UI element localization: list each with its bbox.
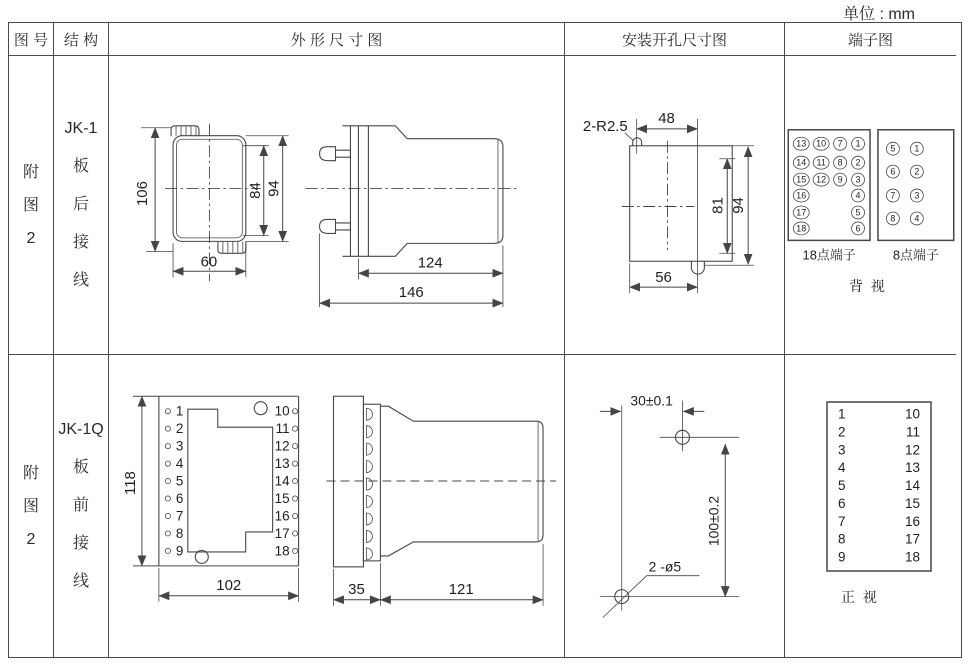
dim-124: 124 — [417, 254, 443, 272]
terminal-number: 12 — [274, 438, 290, 454]
row2-mounting-cell — [565, 355, 785, 657]
terminal-number: 18 — [904, 549, 920, 565]
unit-label: 单位 : mm — [843, 6, 915, 23]
terminal-number: 15 — [274, 491, 290, 507]
structure-model: JK-1Q — [58, 421, 104, 438]
terminal-number: 16 — [796, 190, 807, 201]
terminal-number: 10 — [904, 406, 920, 422]
relay-side-view — [306, 126, 520, 307]
dim-94: 94 — [265, 180, 283, 197]
terminal-number: 13 — [274, 456, 290, 472]
terminal-number: 2 — [855, 157, 861, 168]
terminal-number: 13 — [904, 460, 920, 476]
terminal-number: 7 — [837, 138, 843, 149]
dim-35: 35 — [348, 580, 365, 598]
terminal-number: 17 — [904, 531, 920, 547]
terminal-number: 13 — [796, 138, 807, 149]
terminal-number: 9 — [837, 174, 843, 185]
terminal-number: 18 — [274, 543, 290, 559]
terminal-number: 4 — [838, 460, 846, 476]
terminal-number: 8 — [837, 157, 843, 168]
dim-146: 146 — [398, 284, 424, 302]
row1-terminal-cell — [785, 56, 956, 355]
terminal-number: 11 — [905, 424, 920, 440]
fig-char: 图 — [22, 497, 39, 515]
dim-94: 94 — [730, 197, 748, 214]
row1-terminal-drawing — [785, 56, 956, 354]
fig-char: 2 — [26, 530, 36, 548]
terminal-number: 7 — [175, 508, 184, 524]
terminal-number: 3 — [855, 174, 861, 185]
row2-outline-drawing — [109, 355, 564, 657]
holes-label: 2 -ø5 — [648, 558, 682, 575]
terminal-number: 5 — [855, 207, 861, 218]
structure-model: JK-1 — [64, 120, 98, 137]
terminal-number: 6 — [855, 223, 861, 234]
terminal-number: 8 — [838, 531, 846, 547]
row2-fig-no — [9, 355, 54, 657]
terminal-number: 2 — [175, 421, 184, 437]
dim-60: 60 — [200, 253, 218, 271]
terminal-number: 12 — [904, 442, 920, 458]
front-terminals-left — [165, 404, 184, 559]
relay-front-view — [134, 124, 289, 281]
screw-terminal-bottom — [320, 219, 351, 233]
row1-outline-drawing — [109, 56, 564, 354]
terminal-number: 11 — [275, 421, 290, 437]
terminal-number: 4 — [175, 456, 184, 472]
panel-front-view — [122, 396, 299, 602]
dim-30: 30±0.1 — [630, 392, 673, 409]
terminal-number: 16 — [274, 508, 290, 524]
terminal-grid-18pt — [793, 137, 864, 235]
row2-mounting-drawing — [565, 355, 784, 657]
header-structure: 结 构 — [54, 23, 109, 56]
view-label-rear: 背 视 — [849, 278, 887, 295]
row1-mounting-cell — [565, 56, 785, 355]
row1-structure — [54, 56, 109, 355]
screw-terminal-top — [320, 147, 351, 161]
terminal-number: 7 — [890, 190, 896, 201]
terminal-number: 3 — [914, 190, 920, 201]
terminal-list-right — [905, 407, 921, 565]
terminal-number: 10 — [816, 138, 827, 149]
terminal-number: 9 — [175, 543, 184, 559]
terminal-list-left — [838, 407, 846, 565]
terminal-number: 5 — [838, 478, 846, 493]
structure-char: 后 — [72, 196, 89, 213]
fig-char: 附 — [22, 464, 39, 482]
structure-char: 线 — [72, 573, 89, 590]
terminal-number: 2 — [838, 424, 846, 440]
terminal-number: 14 — [796, 157, 807, 168]
front-terminals-right — [275, 404, 298, 559]
dim-48: 48 — [658, 109, 675, 127]
terminal-number: 17 — [796, 207, 807, 218]
spec-table — [8, 22, 962, 658]
row2-structure — [54, 355, 109, 657]
terminal-number: 2 — [914, 166, 920, 177]
header-terminal: 端子图 — [785, 23, 956, 56]
terminal-number: 4 — [914, 213, 920, 224]
slot-label: 2-R2.5 — [582, 117, 628, 135]
terminal-number: 9 — [838, 549, 846, 565]
terminal-number: 7 — [838, 513, 846, 529]
terminal-number: 1 — [855, 138, 861, 149]
terminal-number: 1 — [175, 403, 184, 419]
terminal-grid-8pt — [886, 142, 923, 225]
dim-121: 121 — [448, 580, 474, 598]
structure-char: 接 — [72, 535, 89, 552]
terminal-number: 8 — [890, 213, 896, 224]
header-mounting: 安装开孔尺寸图 — [565, 23, 785, 56]
row2-terminal-drawing — [785, 355, 956, 657]
label-8pt: 8点端子 — [892, 247, 939, 263]
terminal-number: 1 — [838, 406, 846, 422]
terminal-number: 17 — [274, 525, 290, 541]
terminal-number: 1 — [914, 143, 920, 154]
terminal-number: 3 — [838, 442, 846, 458]
dim-100: 100±0.2 — [705, 495, 722, 547]
header-fig-no: 图 号 — [9, 23, 54, 56]
terminal-number: 18 — [796, 223, 807, 234]
row2-terminal-cell — [785, 355, 956, 657]
dim-102: 102 — [216, 576, 242, 594]
dim-81: 81 — [709, 197, 727, 214]
terminal-number: 6 — [175, 491, 184, 507]
terminal-number: 11 — [816, 157, 826, 168]
row1-fig-no — [9, 56, 54, 355]
structure-char: 板 — [72, 158, 89, 175]
structure-char: 板 — [72, 459, 89, 476]
terminal-number: 4 — [855, 190, 861, 201]
terminal-number: 10 — [274, 403, 290, 419]
terminal-number: 8 — [175, 525, 184, 541]
header-outline: 外 形 尺 寸 图 — [109, 23, 565, 56]
terminal-number: 15 — [904, 495, 920, 511]
dim-56: 56 — [655, 269, 672, 287]
terminal-number: 6 — [838, 495, 846, 511]
fig-char: 附 — [22, 163, 39, 181]
terminal-number: 14 — [274, 473, 290, 489]
terminal-number: 14 — [904, 478, 920, 493]
label-18pt: 18点端子 — [802, 247, 856, 263]
row1-outline-cell — [109, 56, 565, 355]
terminal-number: 5 — [175, 473, 184, 489]
terminal-number: 6 — [890, 166, 896, 177]
terminal-number: 12 — [816, 174, 827, 185]
structure-char: 前 — [72, 497, 89, 514]
row1-mounting-drawing — [565, 56, 784, 354]
structure-char: 接 — [72, 234, 89, 251]
dim-118: 118 — [121, 471, 139, 495]
dim-106: 106 — [134, 181, 152, 207]
mounting-hole-top — [660, 430, 740, 444]
row2-outline-cell — [109, 355, 565, 657]
mounting-hole-bottom — [600, 576, 739, 618]
panel-side-view — [327, 396, 556, 606]
structure-char: 线 — [72, 272, 89, 289]
fig-char: 图 — [22, 196, 39, 214]
dim-84: 84 — [246, 182, 264, 199]
fig-char: 2 — [26, 229, 36, 247]
terminal-number: 15 — [796, 174, 807, 185]
view-label-front: 正 视 — [841, 589, 879, 605]
terminal-number: 3 — [175, 438, 184, 454]
terminal-number: 16 — [904, 513, 920, 529]
terminal-number: 5 — [890, 143, 896, 154]
